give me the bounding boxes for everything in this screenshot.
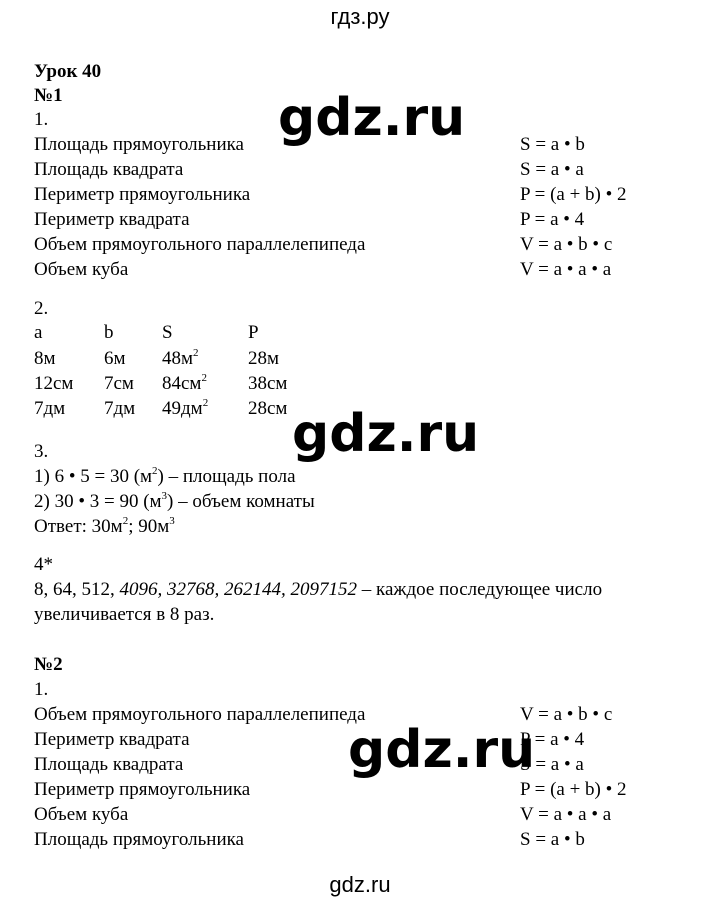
watermark: gdz.ru <box>348 720 536 780</box>
formula-row-name: Объем куба <box>34 259 129 280</box>
formula-row-name: Площадь прямоугольника <box>34 829 244 850</box>
formula-row-name: Периметр квадрата <box>34 209 190 230</box>
task1-part3-label: 3. <box>34 441 49 462</box>
watermark: gdz.ru <box>278 88 466 148</box>
formula-row-name: Объем прямоугольного параллелепипеда <box>34 704 366 725</box>
formula-row-name: Объем куба <box>34 804 129 825</box>
formula-row-value: P = a • 4 <box>520 729 585 750</box>
table-cell: 7дм <box>34 398 66 419</box>
formula-row-name: Площадь квадрата <box>34 754 184 775</box>
table-cell: $84см^2$ <box>162 372 207 394</box>
table-cell: 6м <box>104 348 126 369</box>
formula-row-value: P = a • 4 <box>520 209 585 230</box>
formula-row-value: S = a • a <box>520 159 584 180</box>
formula-row-value: P = (a + b) • 2 <box>520 184 627 205</box>
answer-line: Ответ: $30м^2$; $90м^3$ <box>34 515 175 537</box>
watermark: gdz.ru <box>292 404 480 464</box>
site-header: гдз.ру <box>330 4 390 29</box>
task1-part4-label: 4* <box>34 554 53 575</box>
task2-number: №2 <box>34 654 63 675</box>
formula-row-name: Периметр квадрата <box>34 729 190 750</box>
solution-step-2: 2) 30 • 3 = 90 $(м^3)$ – объем комнаты <box>34 490 315 512</box>
task1-part2-label: 2. <box>34 298 49 319</box>
table-header-a: a <box>34 322 43 343</box>
formula-row-value: S = a • b <box>520 829 585 850</box>
site-footer: gdz.ru <box>329 872 391 897</box>
task1-number: №1 <box>34 85 63 106</box>
table-cell: 28см <box>248 398 288 419</box>
table-cell: $48м^2$ <box>162 347 199 369</box>
formula-row-value: P = (a + b) • 2 <box>520 779 627 800</box>
task2-part1-label: 1. <box>34 679 49 700</box>
table-cell: 12см <box>34 373 74 394</box>
formula-row-name: Площадь квадрата <box>34 159 184 180</box>
table-cell: 38см <box>248 373 288 394</box>
task1-part1-label: 1. <box>34 109 49 130</box>
table-cell: 7дм <box>104 398 136 419</box>
table-cell: 28м <box>248 348 280 369</box>
table-header-p: P <box>248 322 259 343</box>
formula-row-name: Периметр прямоугольника <box>34 779 251 800</box>
formula-row-value: S = a • a <box>520 754 584 775</box>
formula-row-name: Периметр прямоугольника <box>34 184 251 205</box>
sequence-line: 8, 64, 512, 4096, 32768, 262144, 2097152 – каждое последующее число <box>34 579 603 600</box>
table-header-s: S <box>162 322 173 343</box>
lesson-title: Урок 40 <box>34 61 102 82</box>
formula-row-name: Площадь прямоугольника <box>34 134 244 155</box>
table-cell: $49дм^2$ <box>162 397 209 419</box>
table-header-b: b <box>104 322 114 343</box>
formula-row-value: V = a • b • c <box>520 234 613 255</box>
formula-row-name: Объем прямоугольного параллелепипеда <box>34 234 366 255</box>
formula-row-value: V = a • b • c <box>520 704 613 725</box>
formula-row-value: V = a • a • a <box>520 259 612 280</box>
table-cell: 8м <box>34 348 56 369</box>
formula-row-value: V = a • a • a <box>520 804 612 825</box>
solution-step-1: 1) 6 • 5 = 30 $(м^2)$ – площадь пола <box>34 465 296 487</box>
formula-row-value: S = a • b <box>520 134 585 155</box>
sequence-explanation: увеличивается в 8 раз. <box>34 604 215 625</box>
table-cell: 7см <box>104 373 134 394</box>
